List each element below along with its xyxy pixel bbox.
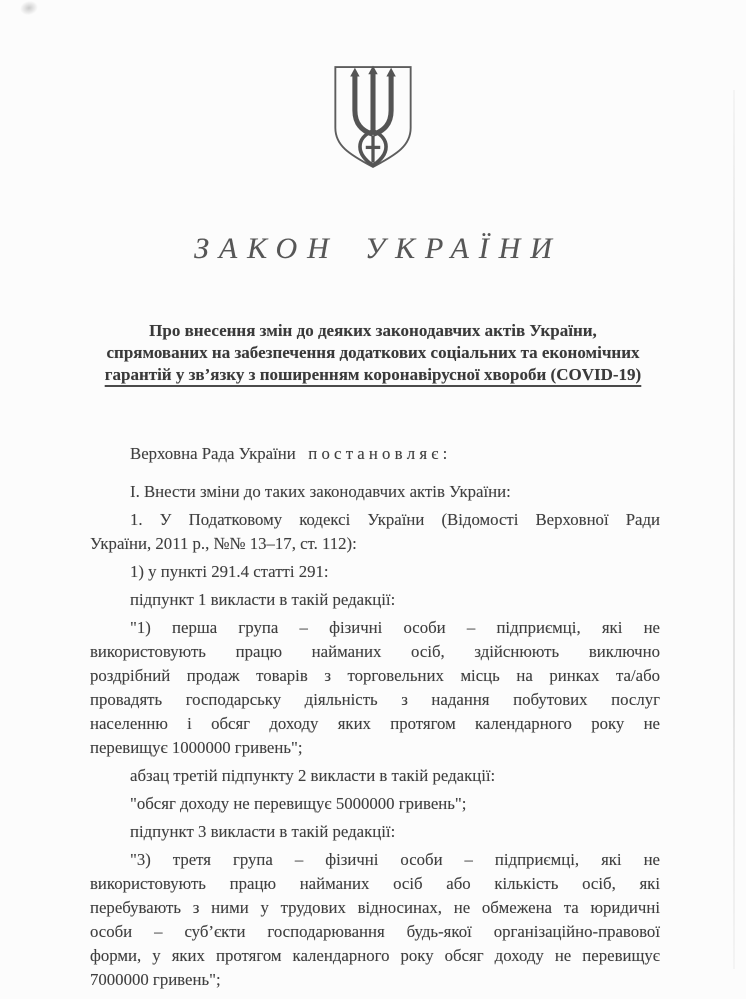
text-line: населенню і обсяг доходу яких протягом календарного року не: [90, 714, 660, 733]
law-title: ЗАКОН УКРАЇНИ: [194, 232, 562, 265]
text-line: використовують працю найманих осіб, здійснюють виключно: [90, 642, 660, 661]
text-line: форми, у яких протягом календарного року обсяг доходу не перевищує: [90, 946, 660, 965]
subtitle-line: спрямованих на забезпечення додаткових соціальних та економічних: [106, 343, 640, 362]
paragraph: [90, 480, 660, 504]
text-line: України, 2011 р., №№ 13–17, ст. 112):: [90, 534, 357, 553]
law-subtitle: [0, 320, 746, 386]
paragraph: [90, 560, 660, 584]
paragraph: [90, 848, 660, 992]
text-line: перебувають з ними у трудових відносинах, не обмежена та юридичні: [90, 898, 660, 917]
text-line: перевищує 1000000 гривень";: [90, 738, 303, 757]
scan-smudge-artifact: [18, 0, 39, 17]
text-line: абзац третій підпункту 2 викласти в такій редакції:: [130, 766, 496, 785]
text-line: особи – суб’єкти господарювання будь-якої організаційно-правової: [90, 922, 660, 941]
paragraph: [90, 764, 660, 788]
text-line: 1) у пункті 291.4 статті 291:: [130, 562, 329, 581]
text-line: "3) третя група – фізичні особи – підприємці, які не: [130, 850, 660, 869]
text-line: 1. У Податковому кодексі України (Відомості Верховної Ради: [130, 510, 660, 529]
text-line: використовують працю найманих осіб або кількість осіб, які: [90, 874, 660, 893]
law-body: [0, 442, 746, 992]
coat-of-arms-ukraine: [331, 64, 415, 170]
text-line: І. Внести зміни до таких законодавчих актів України:: [130, 482, 511, 501]
paragraph: [90, 616, 660, 760]
trident-icon: [331, 64, 415, 170]
scan-edge-line: [733, 90, 735, 969]
text-line: "1) перша група – фізичні особи – підприємці, які не: [130, 618, 660, 637]
text-line: провадять господарську діяльність з надання побутових послуг: [90, 690, 660, 709]
paragraph: [90, 820, 660, 844]
text-line: підпункт 3 викласти в такій редакції:: [130, 822, 396, 841]
text-line: роздрібний продаж товарів з торговельних місць на ринках та/або: [90, 666, 660, 685]
text-line: 7000000 гривень";: [90, 970, 221, 989]
subtitle-line: Про внесення змін до деяких законодавчих актів України,: [149, 321, 597, 340]
text-line: підпункт 1 викласти в такій редакції:: [130, 590, 396, 609]
paragraph: [90, 442, 660, 466]
subtitle-line: гарантій у зв’язку з поширенням коронавірусної хвороби (COVID-19): [104, 365, 642, 384]
text-line: Верховна Рада України п о с т а н о в л я є :: [130, 444, 448, 463]
paragraph: [90, 792, 660, 816]
text-line: "обсяг доходу не перевищує 5000000 гривень";: [130, 794, 467, 813]
paragraph: [90, 508, 660, 556]
paragraph: [90, 588, 660, 612]
